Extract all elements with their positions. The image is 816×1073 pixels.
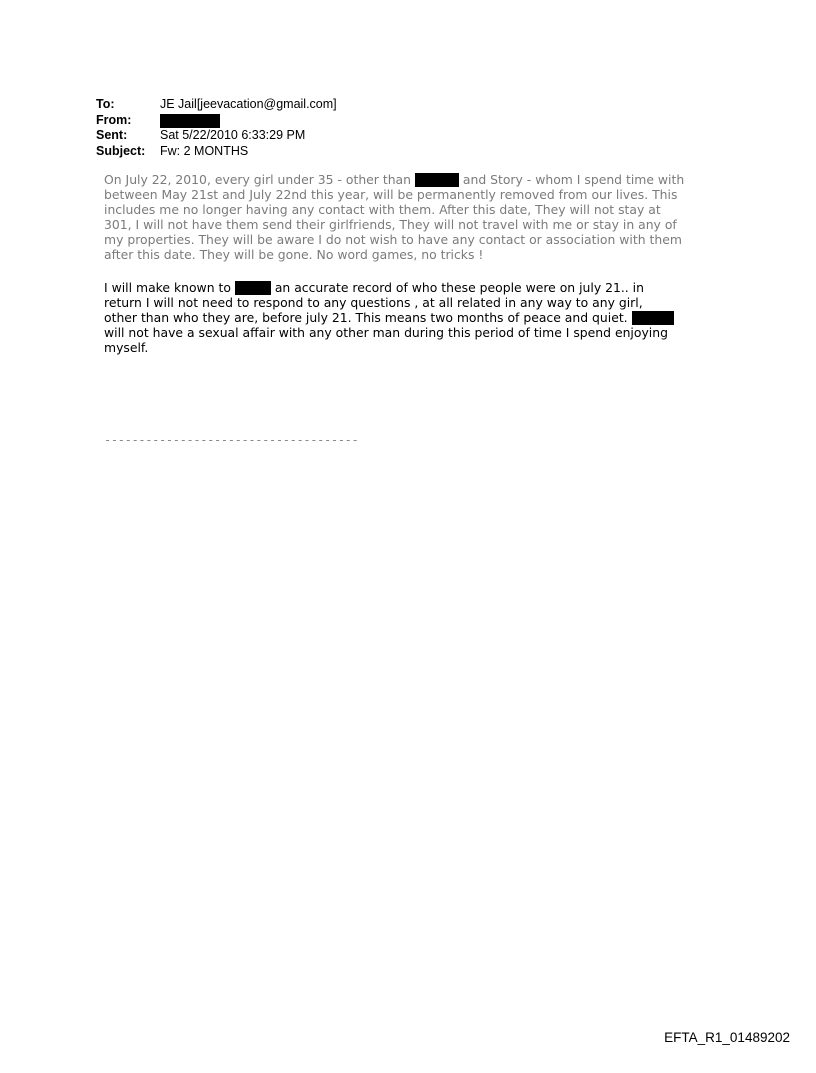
from-label: From: [96,112,132,127]
text-segment: On July 22, 2010, every girl under 35 - other than [104,172,415,187]
subject-value: Fw: 2 MONTHS [160,143,249,158]
paragraph-line [104,173,718,188]
inline-redaction [235,281,271,295]
paragraph-line [104,311,718,326]
subject-label: Subject: [96,143,146,158]
text-segment: and Story - whom I spend time with [458,172,685,187]
sent-row [96,128,337,144]
text-segment: other than who they are, before july 21. This means two months of peace and quiet. [104,309,632,325]
from-redaction [160,114,220,128]
inline-redaction [632,311,674,325]
email-header [96,97,337,159]
sent-value: Sat 5/22/2010 6:33:29 PM [160,128,306,142]
paragraph-line: between May 21st and July 22nd this year, will be permanently removed from our lives. This [104,186,678,202]
paragraph-line [104,281,718,296]
quoted-paragraph [104,173,718,262]
to-row [96,97,337,113]
message-paragraph [104,281,718,356]
paragraph-line: 301, I will not have them send their girlfriends, They will not travel with me or stay in any of [104,216,677,232]
to-value: JE Jail[jeevacation@gmail.com] [160,97,337,111]
inline-redaction [415,173,459,187]
signature-separator: ------------------------------------- [104,433,359,447]
text-segment: I will make known to [104,280,235,295]
from-row [96,113,337,129]
paragraph-line: includes me no longer having any contact with them. After this date, They will not stay at [104,201,661,217]
paragraph-line: after this date. They will be gone. No word games, no tricks ! [104,246,484,262]
to-label: To: [96,97,115,111]
paragraph-line: myself. [104,339,149,355]
text-segment: an accurate record of who these people were on july 21.. in [270,280,644,295]
paragraph-line: my properties. They will be aware I do not wish to have any contact or association with them [104,231,682,247]
subject-row [96,144,337,160]
paragraph-line: return I will not need to respond to any questions , at all related in any way to any girl, [104,294,643,310]
document-id: EFTA_R1_01489202 [664,1030,790,1045]
paragraph-line: will not have a sexual affair with any other man during this period of time I spend enjoying [104,324,668,340]
sent-label: Sent: [96,128,128,142]
